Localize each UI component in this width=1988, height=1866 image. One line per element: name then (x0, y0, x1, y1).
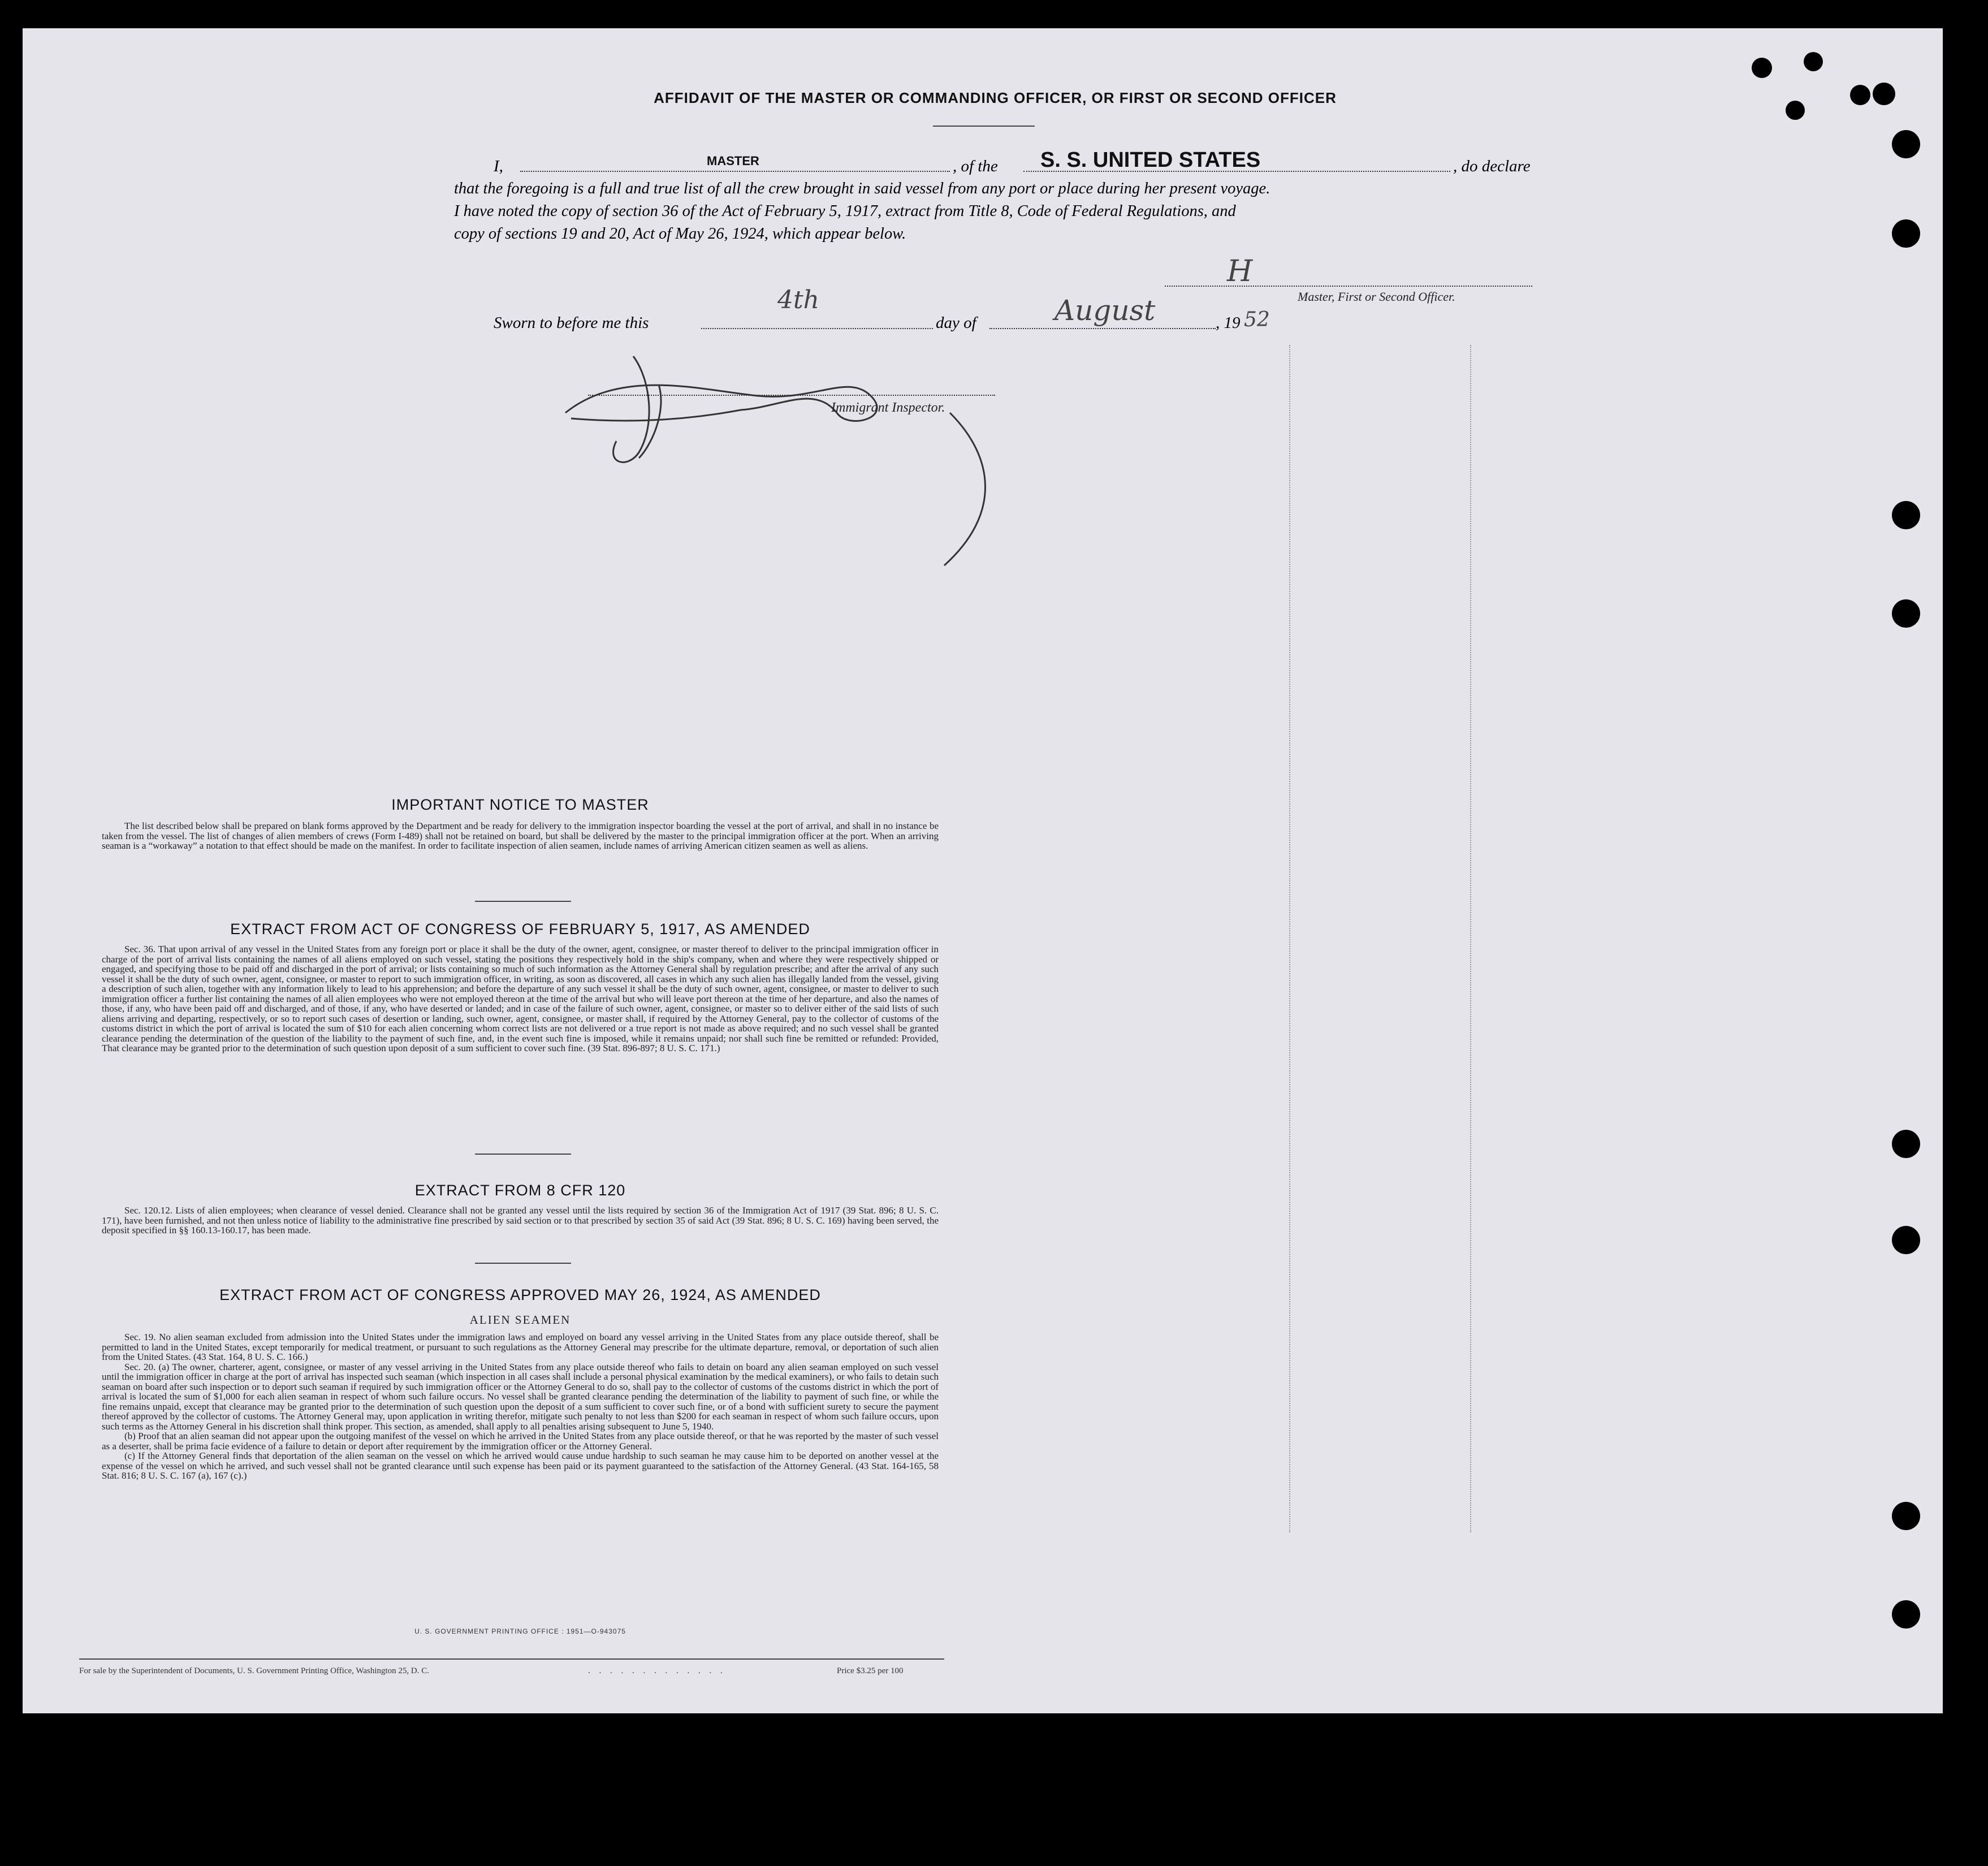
sec-20c-paragraph: (c) If the Attorney General finds that deportation of the alien seaman on the vessel on which he arrived would cause undue hardship to such seaman he may cause him to be deported on another vessel at the expense of the vessel on which he arrived, and such vessel shall not be granted clearance until such expense has been paid or its payment guaranteed to the satisfaction of the Attorney General. (43 Stat. 164-165, 58 Stat. 816; 8 U. S. C. 167 (a), 167 (c).) (102, 1450, 939, 1481)
column-rule-1 (1289, 345, 1290, 1532)
extract-1924-subtitle: ALIEN SEAMEN (469, 1313, 571, 1327)
punch-hole-small (1752, 58, 1772, 78)
inspector-signature-line (588, 395, 995, 396)
i-label: I, (494, 157, 503, 175)
sec-20b-paragraph: (b) Proof that an alien seaman did not appear upon the outgoing manifest of the vessel on which he arrived in the United States from any place outside thereof, or that he was reported by the master of such vessel as a deserter, shall be prima facie evidence of a failure to detain or deport after requirement by the immigration officer or the Attorney General. (102, 1431, 939, 1452)
day-value: 4th (777, 286, 820, 314)
sworn-label: Sworn to before me this (494, 314, 649, 332)
extract-1917-text (102, 944, 939, 1053)
extract-8cfr-paragraph: Sec. 120.12. Lists of alien employees; when clearance of vessel denied. Clearance shall not be granted any vessel until the lists required by section 36 of the Immigration Act of 1917 (39 Stat. 896; 8 U. S. C. 171), have been furnished, and not then unless notice of liability to the administrative fine prescribed by said section or to that prescribed by section 35 of said Act (39 Stat. 896; 8 U. S. C. 169) having been served, the deposit specified in §§ 160.13-160.17, has been made. (102, 1205, 939, 1236)
extract-1917-title: EXTRACT FROM ACT OF CONGRESS OF FEBRUARY 5, 1917, AS AMENDED (230, 921, 810, 938)
inspector-caption: Immigrant Inspector. (831, 400, 945, 415)
sec-20a-paragraph: Sec. 20. (a) The owner, charterer, agent, consignee, or master of any vessel arriving in the United States from any place outside thereof who fails to detain on board any alien seaman employed on such vessel until the immigration officer in charge at the port of arrival has inspected such seaman (which inspection in all cases shall include a personal physical examination by the medical examiners), or who fails to detain such seaman on board after such inspection or to deport such seaman if required by such immigration officer or the Attorney General to do so, shall pay to the collector of customs of the customs district in which the port of arrival is located the sum of $1,000 for each alien seaman in respect of whom such failure occurs. No vessel shall be granted clearance pending the determination of the liability to payment of such fine, or while the fine remains unpaid, except that clearance may be granted prior to the determination of such question upon the deposit of a sum sufficient to cover such fine, or of a bond with sufficient surety to secure the payment thereof approved by the collector of customs. The Attorney General may, upon application in writing therefor, mitigate such penalty to not less than $200 for each seaman in respect of whom such failure occurs, upon such terms as the Attorney General in his discretion shall think proper. This section, as amended, shall apply to all penalties arising subsequent to June 5, 1940. (102, 1361, 939, 1432)
do-declare-label: , do declare (1453, 157, 1531, 175)
column-rule-2 (1470, 345, 1471, 1532)
day-of-label: day of (936, 314, 976, 332)
punch-hole (1892, 501, 1920, 529)
footer-rule (79, 1658, 944, 1660)
master-caption: Master, First or Second Officer. (1298, 290, 1455, 304)
punch-hole (1892, 219, 1920, 248)
extract-8cfr-text (102, 1206, 939, 1236)
of-the-label: , of the (953, 157, 998, 175)
extract-1917-paragraph: Sec. 36. That upon arrival of any vessel in the United States from any foreign port or place it shall be the duty of the owner, agent, consignee, or master thereof to deliver to the principal immigration officer in charge of the port of arrival lists containing the names of all aliens employed on such vessel, stating the positions they respectively hold in the ship's company, when and where they were respectively shipped or engaged, and specifying those to be paid off and discharged in the port of arrival; or lists containing so much of such information as the Attorney General shall by regulation prescribe; and after the arrival of any such vessel it shall be the duty of such owner, agent, consignee, or master to report to such immigration officer, in writing, as soon as discovered, all cases in which any such alien has illegally landed from the vessel, giving a description of such alien, together with any information likely to lead to his apprehension; and before the departure of any such vessel it shall be the duty of such owner, agent, consignee, or master to deliver to such immigration officer a further list containing the names of all alien employees who were not employed thereon at the time of the arrival but who will leave port thereon at the time of her departure, and also the names of those, if any, who have been paid off and discharged, and of those, if any, who have deserted or landed; and in case of the failure of such owner, agent, consignee, or master so to deliver either of the said lists of such aliens arriving and departing, respectively, or so to report such cases of desertion or landing, such owner, agent, consignee, or master shall, if required by the Attorney General, pay to the collector of customs of the customs district in which the port of arrival is located the sum of $10 for each alien concerning whom correct lists are not delivered or a true report is not made as above required; and no such vessel shall be granted clearance pending the determination of the question of the liability to the payment of such fine, and, in the event such fine is imposed, while it remains unpaid; nor shall such fine be remitted or refunded: Provided, That clearance may be granted prior to the determination of such question upon deposit of a sum sufficient to cover such fine. (39 Stat. 896-897; 8 U. S. C. 171.) (102, 944, 939, 1053)
punch-hole (1892, 1600, 1920, 1629)
document-page (23, 28, 1943, 1713)
punch-hole (1892, 1130, 1920, 1158)
month-value: August (1054, 294, 1156, 327)
notice-text (102, 821, 939, 851)
affidavit-line-2: that the foregoing is a full and true list of all the crew brought in said vessel from any port or place during her present voyage. (454, 180, 1270, 197)
year-prefix: , 19 (1216, 314, 1241, 332)
punch-hole-small (1850, 85, 1870, 105)
affidavit-line-4: copy of sections 19 and 20, Act of May 26, 1924, which appear below. (454, 225, 906, 243)
inspector-signature (554, 334, 1040, 571)
punch-hole-small (1873, 83, 1895, 105)
affidavit-title: AFFIDAVIT OF THE MASTER OR COMMANDING OFFICER, OR FIRST OR SECOND OFFICER (654, 89, 1337, 106)
vessel-field-value: S. S. UNITED STATES (1040, 148, 1261, 172)
notice-paragraph: The list described below shall be prepared on blank forms approved by the Department and be ready for delivery to the immigration inspector boarding the vessel at the port of arrival, and shall in no instance be taken from the vessel. The list of changes of alien members of crews (Form I-489) shall not be retained on board, but shall be delivered by the master to the principal immigration officer at the port. When an arriving seaman is a “workaway” a notation to that effect should be made on the manifest. In order to facilitate inspection of alien seamen, include names of arriving American citizen seamen as well as aliens. (102, 820, 939, 851)
day-field-line (701, 328, 933, 329)
footer-price: Price $3.25 per 100 (837, 1666, 904, 1675)
punch-hole-small (1786, 101, 1805, 120)
punch-hole (1892, 130, 1920, 158)
punch-hole (1892, 599, 1920, 628)
title-underline (933, 126, 1035, 127)
year-value: 52 (1244, 308, 1270, 331)
master-signature: H (1227, 254, 1253, 288)
extract-1924-text (102, 1332, 939, 1481)
printer-line: U. S. GOVERNMENT PRINTING OFFICE : 1951—O-943075 (414, 1627, 626, 1635)
footer-dots: . . . . . . . . . . . . . (588, 1666, 726, 1675)
extract-8cfr-title: EXTRACT FROM 8 CFR 120 (414, 1182, 626, 1199)
extract-1924-title: EXTRACT FROM ACT OF CONGRESS APPROVED MAY 26, 1924, AS AMENDED (219, 1286, 821, 1303)
punch-hole-small (1804, 52, 1823, 71)
master-signature-line (1165, 286, 1532, 287)
notice-title: IMPORTANT NOTICE TO MASTER (391, 796, 649, 813)
punch-hole (1892, 1502, 1920, 1530)
extract-1917-divider (475, 1154, 571, 1155)
affidavit-line-3: I have noted the copy of section 36 of the Act of February 5, 1917, extract from Title 8, Code of Federal Regulations, and (454, 202, 1236, 220)
notice-divider (475, 901, 571, 902)
extract-8cfr-divider (475, 1263, 571, 1264)
name-field-line (520, 171, 950, 172)
name-field-value: MASTER (707, 154, 759, 168)
sec-19-paragraph: Sec. 19. No alien seaman excluded from admission into the United States under the immigration laws and employed on board any vessel arriving in the United States from any place outside thereof, shall be permitted to land in the United States, except temporarily for medical treatment, or pursuant to such regulations as the Attorney General may prescribe for the ultimate departure, removal, or deportation of such alien from the United States. (43 Stat. 164, 8 U. S. C. 166.) (102, 1332, 939, 1362)
footer-sale-text: For sale by the Superintendent of Documents, U. S. Government Printing Office, Washington 25, D. C. (79, 1666, 429, 1675)
punch-hole (1892, 1226, 1920, 1254)
month-field-line (989, 328, 1216, 329)
